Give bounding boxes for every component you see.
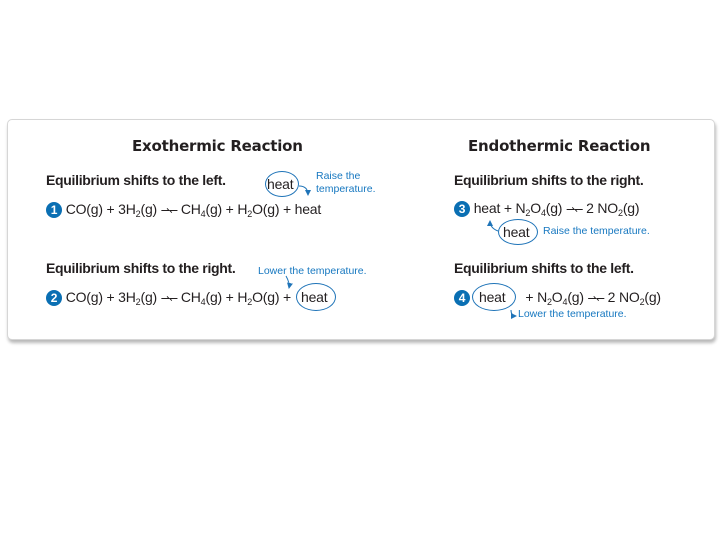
case4-eq-sub: 4 (562, 297, 568, 307)
case1-eq-product: CH (180, 201, 201, 217)
case3-eq-g2: (g) (622, 200, 640, 216)
case3-heat-label: heat (503, 224, 530, 240)
case3-heat-callout (498, 219, 538, 245)
case1-heat-label: heat (267, 176, 294, 192)
case2-eq-end: O(g) + (252, 289, 291, 305)
case4-eq-o: O (551, 289, 563, 305)
case4-eq-g: (g) (567, 289, 584, 305)
case3-arrow (490, 221, 498, 231)
case2-heat-callout (296, 283, 336, 311)
case4-number-badge: 4 (454, 290, 470, 306)
case1-eq-end: O(g) + heat (252, 201, 322, 217)
case2-eq-product: CH (180, 289, 201, 305)
equilibrium-arrow-icon: ⇀↽ (160, 293, 178, 305)
case4-eq-sub: 2 (639, 297, 645, 307)
case3-note: Raise the temperature. (543, 225, 650, 237)
case2-note: Lower the temperature. (258, 265, 367, 277)
endothermic-title: Endothermic Reaction (468, 137, 651, 155)
exothermic-title: Exothermic Reaction (132, 137, 303, 155)
case1-equation (46, 201, 321, 218)
case2-shift-text: Equilibrium shifts to the right. (46, 260, 236, 276)
case2-eq-g2: (g) + H (205, 289, 248, 305)
case3-eq-sub: 2 (525, 208, 531, 218)
case2-eq-sub: 4 (200, 297, 206, 307)
case2-number-badge: 2 (46, 290, 62, 306)
case3-shift-text: Equilibrium shifts to the right. (454, 172, 644, 188)
case4-eq-sub: 2 (546, 297, 552, 307)
equilibrium-arrow-icon: ⇀↽ (160, 205, 178, 217)
case1-eq-reactant: CO(g) + 3H (65, 201, 136, 217)
case1-arrow (299, 186, 308, 195)
case1-shift-text: Equilibrium shifts to the left. (46, 172, 226, 188)
case2-heat-label: heat (301, 289, 328, 305)
case4-eq-g2: (g) (644, 289, 661, 305)
case2-equation (46, 289, 291, 306)
case1-eq-sub: 4 (200, 209, 206, 219)
equilibrium-card (7, 119, 715, 340)
case1-eq-sub: 2 (247, 209, 253, 219)
case3-eq-o: O (530, 200, 541, 216)
case1-eq-g1: (g) (140, 201, 157, 217)
equilibrium-arrow-icon: ⇀↽ (565, 204, 583, 216)
case2-eq-reactant: CO(g) + 3H (65, 289, 136, 305)
case3-eq-reactant: heat + N (473, 200, 526, 216)
case4-eq-reactant: + N (525, 289, 547, 305)
case1-heat-callout (265, 171, 299, 197)
case2-eq-sub: 2 (135, 297, 141, 307)
case3-eq-product: 2 NO (586, 200, 618, 216)
case2-eq-g1: (g) (140, 289, 157, 305)
equilibrium-arrow-icon: ⇀↽ (587, 293, 604, 305)
case3-eq-sub: 2 (618, 208, 623, 218)
case1-note-line2: temperature. (316, 183, 376, 195)
case1-note-line1: Raise the (316, 170, 361, 182)
case1-eq-g2: (g) + H (205, 201, 248, 217)
case3-number-badge: 3 (454, 201, 470, 217)
case2-eq-sub: 2 (247, 297, 253, 307)
case4-heat-label: heat (479, 289, 506, 305)
case1-note (316, 170, 376, 196)
case4-eq-product: 2 NO (607, 289, 640, 305)
case1-eq-sub: 2 (135, 209, 141, 219)
case4-shift-text: Equilibrium shifts to the left. (454, 260, 634, 276)
case3-eq-sub: 4 (540, 208, 546, 218)
case3-equation (454, 200, 639, 217)
case3-eq-g: (g) (545, 200, 563, 216)
case4-note: Lower the temperature. (518, 308, 627, 320)
case4-equation (454, 289, 661, 306)
case1-number-badge: 1 (46, 202, 62, 218)
